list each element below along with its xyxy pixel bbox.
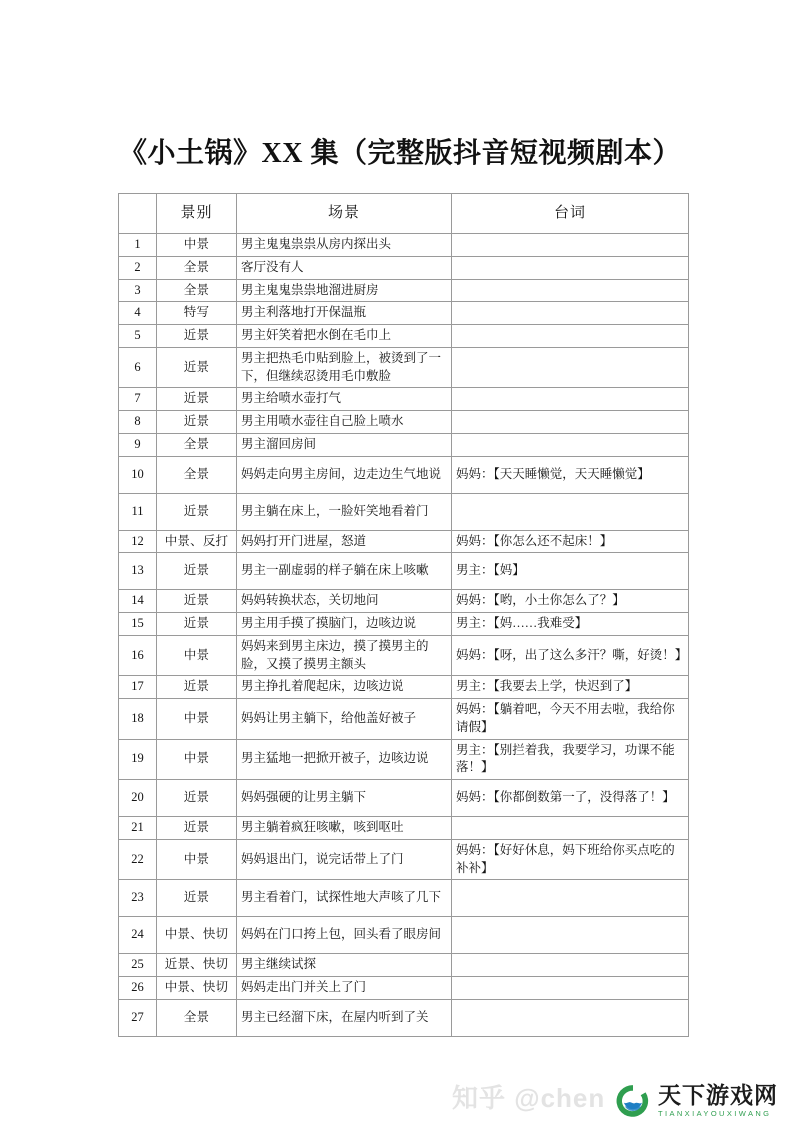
cell-shot: 中景 [157,234,237,257]
table-header [119,194,689,234]
cell-line [452,388,689,411]
table-row [119,590,689,613]
cell-shot: 全景 [157,433,237,456]
cell-scene: 妈妈让男主躺下，给他盖好被子 [237,699,452,740]
cell-shot: 近景 [157,780,237,817]
cell-shot: 近景 [157,553,237,590]
table-row [119,635,689,676]
cell-scene: 男主用手摸了摸脑门，边咳边说 [237,613,452,636]
cell-shot: 近景 [157,880,237,917]
cell-scene: 妈妈打开门进屋，怒道 [237,530,452,553]
cell-index: 18 [119,699,157,740]
table-body [119,234,689,1037]
cell-line [452,817,689,840]
cell-line [452,493,689,530]
wave-circle-icon [614,1082,652,1120]
cell-shot: 全景 [157,256,237,279]
cell-index: 11 [119,493,157,530]
table-row [119,880,689,917]
cell-index: 22 [119,839,157,880]
cell-line: 妈妈：【呀，出了这么多汗？嘶，好烫！】 [452,635,689,676]
cell-shot: 中景、快切 [157,977,237,1000]
cell-index: 9 [119,433,157,456]
cell-shot: 近景 [157,325,237,348]
cell-shot: 近景 [157,388,237,411]
cell-index: 4 [119,302,157,325]
cell-shot: 近景 [157,411,237,434]
cell-shot: 特写 [157,302,237,325]
cell-index: 20 [119,780,157,817]
table-row [119,613,689,636]
cell-line [452,234,689,257]
cell-line [452,977,689,1000]
cell-index: 14 [119,590,157,613]
table-row [119,530,689,553]
cell-index: 15 [119,613,157,636]
cell-shot: 近景 [157,676,237,699]
cell-line: 妈妈：【哟，小土你怎么了？】 [452,590,689,613]
cell-line [452,279,689,302]
zhihu-watermark: 知乎 @chen [452,1083,606,1113]
script-table [118,193,689,1037]
cell-scene: 男主躺着疯狂咳嗽，咳到呕吐 [237,817,452,840]
cell-index: 5 [119,325,157,348]
cell-line [452,880,689,917]
script-table-container [118,193,688,1037]
cell-scene: 男主溜回房间 [237,433,452,456]
cell-index: 8 [119,411,157,434]
cell-line [452,347,689,388]
site-name-cn: 天下游戏网 [658,1082,778,1109]
cell-index: 26 [119,977,157,1000]
cell-scene: 男主鬼鬼祟祟从房内探出头 [237,234,452,257]
table-row [119,347,689,388]
table-row [119,234,689,257]
cell-line: 男主：【妈】 [452,553,689,590]
cell-scene: 男主利落地打开保温瓶 [237,302,452,325]
table-row [119,739,689,780]
cell-index: 19 [119,739,157,780]
cell-scene: 男主躺在床上，一脸奸笑地看着门 [237,493,452,530]
cell-line [452,411,689,434]
cell-line: 妈妈：【你怎么还不起床！】 [452,530,689,553]
cell-index: 12 [119,530,157,553]
table-row [119,456,689,493]
site-logo [614,1082,778,1120]
table-row [119,780,689,817]
cell-scene: 男主鬼鬼祟祟地溜进厨房 [237,279,452,302]
table-row [119,999,689,1036]
cell-line [452,999,689,1036]
cell-scene: 男主奸笑着把水倒在毛巾上 [237,325,452,348]
table-row [119,433,689,456]
cell-line: 男主：【我要去上学，快迟到了】 [452,676,689,699]
cell-shot: 中景、快切 [157,917,237,954]
cell-scene: 男主已经溜下床，在屋内听到了关 [237,999,452,1036]
cell-index: 3 [119,279,157,302]
table-row [119,388,689,411]
cell-line [452,302,689,325]
cell-index: 2 [119,256,157,279]
table-row [119,839,689,880]
table-row [119,977,689,1000]
cell-index: 10 [119,456,157,493]
table-row [119,279,689,302]
table-row [119,917,689,954]
table-header-row [119,194,689,234]
cell-scene: 妈妈转换状态，关切地问 [237,590,452,613]
cell-scene: 男主看着门，试探性地大声咳了几下 [237,880,452,917]
cell-index: 6 [119,347,157,388]
cell-line [452,433,689,456]
table-row [119,676,689,699]
cell-line [452,325,689,348]
cell-shot: 近景 [157,590,237,613]
column-header-shot: 景别 [157,194,237,234]
cell-scene: 妈妈强硬的让男主躺下 [237,780,452,817]
cell-line: 妈妈：【你都倒数第一了，没得落了！】 [452,780,689,817]
cell-shot: 中景 [157,839,237,880]
cell-scene: 男主猛地一把掀开被子，边咳边说 [237,739,452,780]
cell-shot: 中景 [157,739,237,780]
cell-scene: 男主继续试探 [237,954,452,977]
column-header-index [119,194,157,234]
cell-scene: 男主给喷水壶打气 [237,388,452,411]
cell-line: 妈妈：【天天睡懒觉，天天睡懒觉】 [452,456,689,493]
cell-line [452,954,689,977]
cell-index: 13 [119,553,157,590]
cell-index: 23 [119,880,157,917]
site-name-en: TIANXIAYOUXIWANG [658,1109,772,1119]
cell-shot: 全景 [157,999,237,1036]
site-logo-text [658,1084,778,1118]
cell-scene: 妈妈走出门并关上了门 [237,977,452,1000]
cell-scene: 妈妈退出门，说完话带上了门 [237,839,452,880]
cell-scene: 妈妈在门口挎上包，回头看了眼房间 [237,917,452,954]
cell-index: 25 [119,954,157,977]
cell-scene: 男主一副虚弱的样子躺在床上咳嗽 [237,553,452,590]
cell-shot: 近景 [157,613,237,636]
cell-index: 7 [119,388,157,411]
column-header-line: 台词 [452,194,689,234]
table-row [119,817,689,840]
table-row [119,553,689,590]
cell-scene: 妈妈走向男主房间，边走边生气地说 [237,456,452,493]
cell-line: 男主：【妈……我难受】 [452,613,689,636]
cell-shot: 中景、反打 [157,530,237,553]
cell-index: 24 [119,917,157,954]
cell-shot: 近景 [157,817,237,840]
cell-line: 妈妈：【躺着吧，今天不用去啦，我给你请假】 [452,699,689,740]
page-title: 《小土锅》XX 集（完整版抖音短视频剧本） [119,137,681,169]
table-row [119,256,689,279]
table-row [119,699,689,740]
cell-line [452,256,689,279]
table-row [119,325,689,348]
table-row [119,302,689,325]
cell-line [452,917,689,954]
cell-scene: 客厅没有人 [237,256,452,279]
cell-index: 1 [119,234,157,257]
cell-shot: 近景 [157,493,237,530]
cell-scene: 男主把热毛巾贴到脸上，被烫到了一下，但继续忍烫用毛巾敷脸 [237,347,452,388]
cell-index: 27 [119,999,157,1036]
cell-line: 男主：【别拦着我，我要学习，功课不能落！】 [452,739,689,780]
cell-index: 17 [119,676,157,699]
cell-line: 妈妈：【好好休息，妈下班给你买点吃的补补】 [452,839,689,880]
cell-shot: 近景 [157,347,237,388]
cell-scene: 妈妈来到男主床边，摸了摸男主的脸，又摸了摸男主额头 [237,635,452,676]
cell-index: 21 [119,817,157,840]
table-row [119,954,689,977]
column-header-scene: 场景 [237,194,452,234]
cell-scene: 男主用喷水壶往自己脸上喷水 [237,411,452,434]
cell-index: 16 [119,635,157,676]
cell-scene: 男主挣扎着爬起床，边咳边说 [237,676,452,699]
table-row [119,411,689,434]
cell-shot: 全景 [157,279,237,302]
cell-shot: 中景 [157,635,237,676]
cell-shot: 中景 [157,699,237,740]
cell-shot: 近景、快切 [157,954,237,977]
cell-shot: 全景 [157,456,237,493]
table-row [119,493,689,530]
